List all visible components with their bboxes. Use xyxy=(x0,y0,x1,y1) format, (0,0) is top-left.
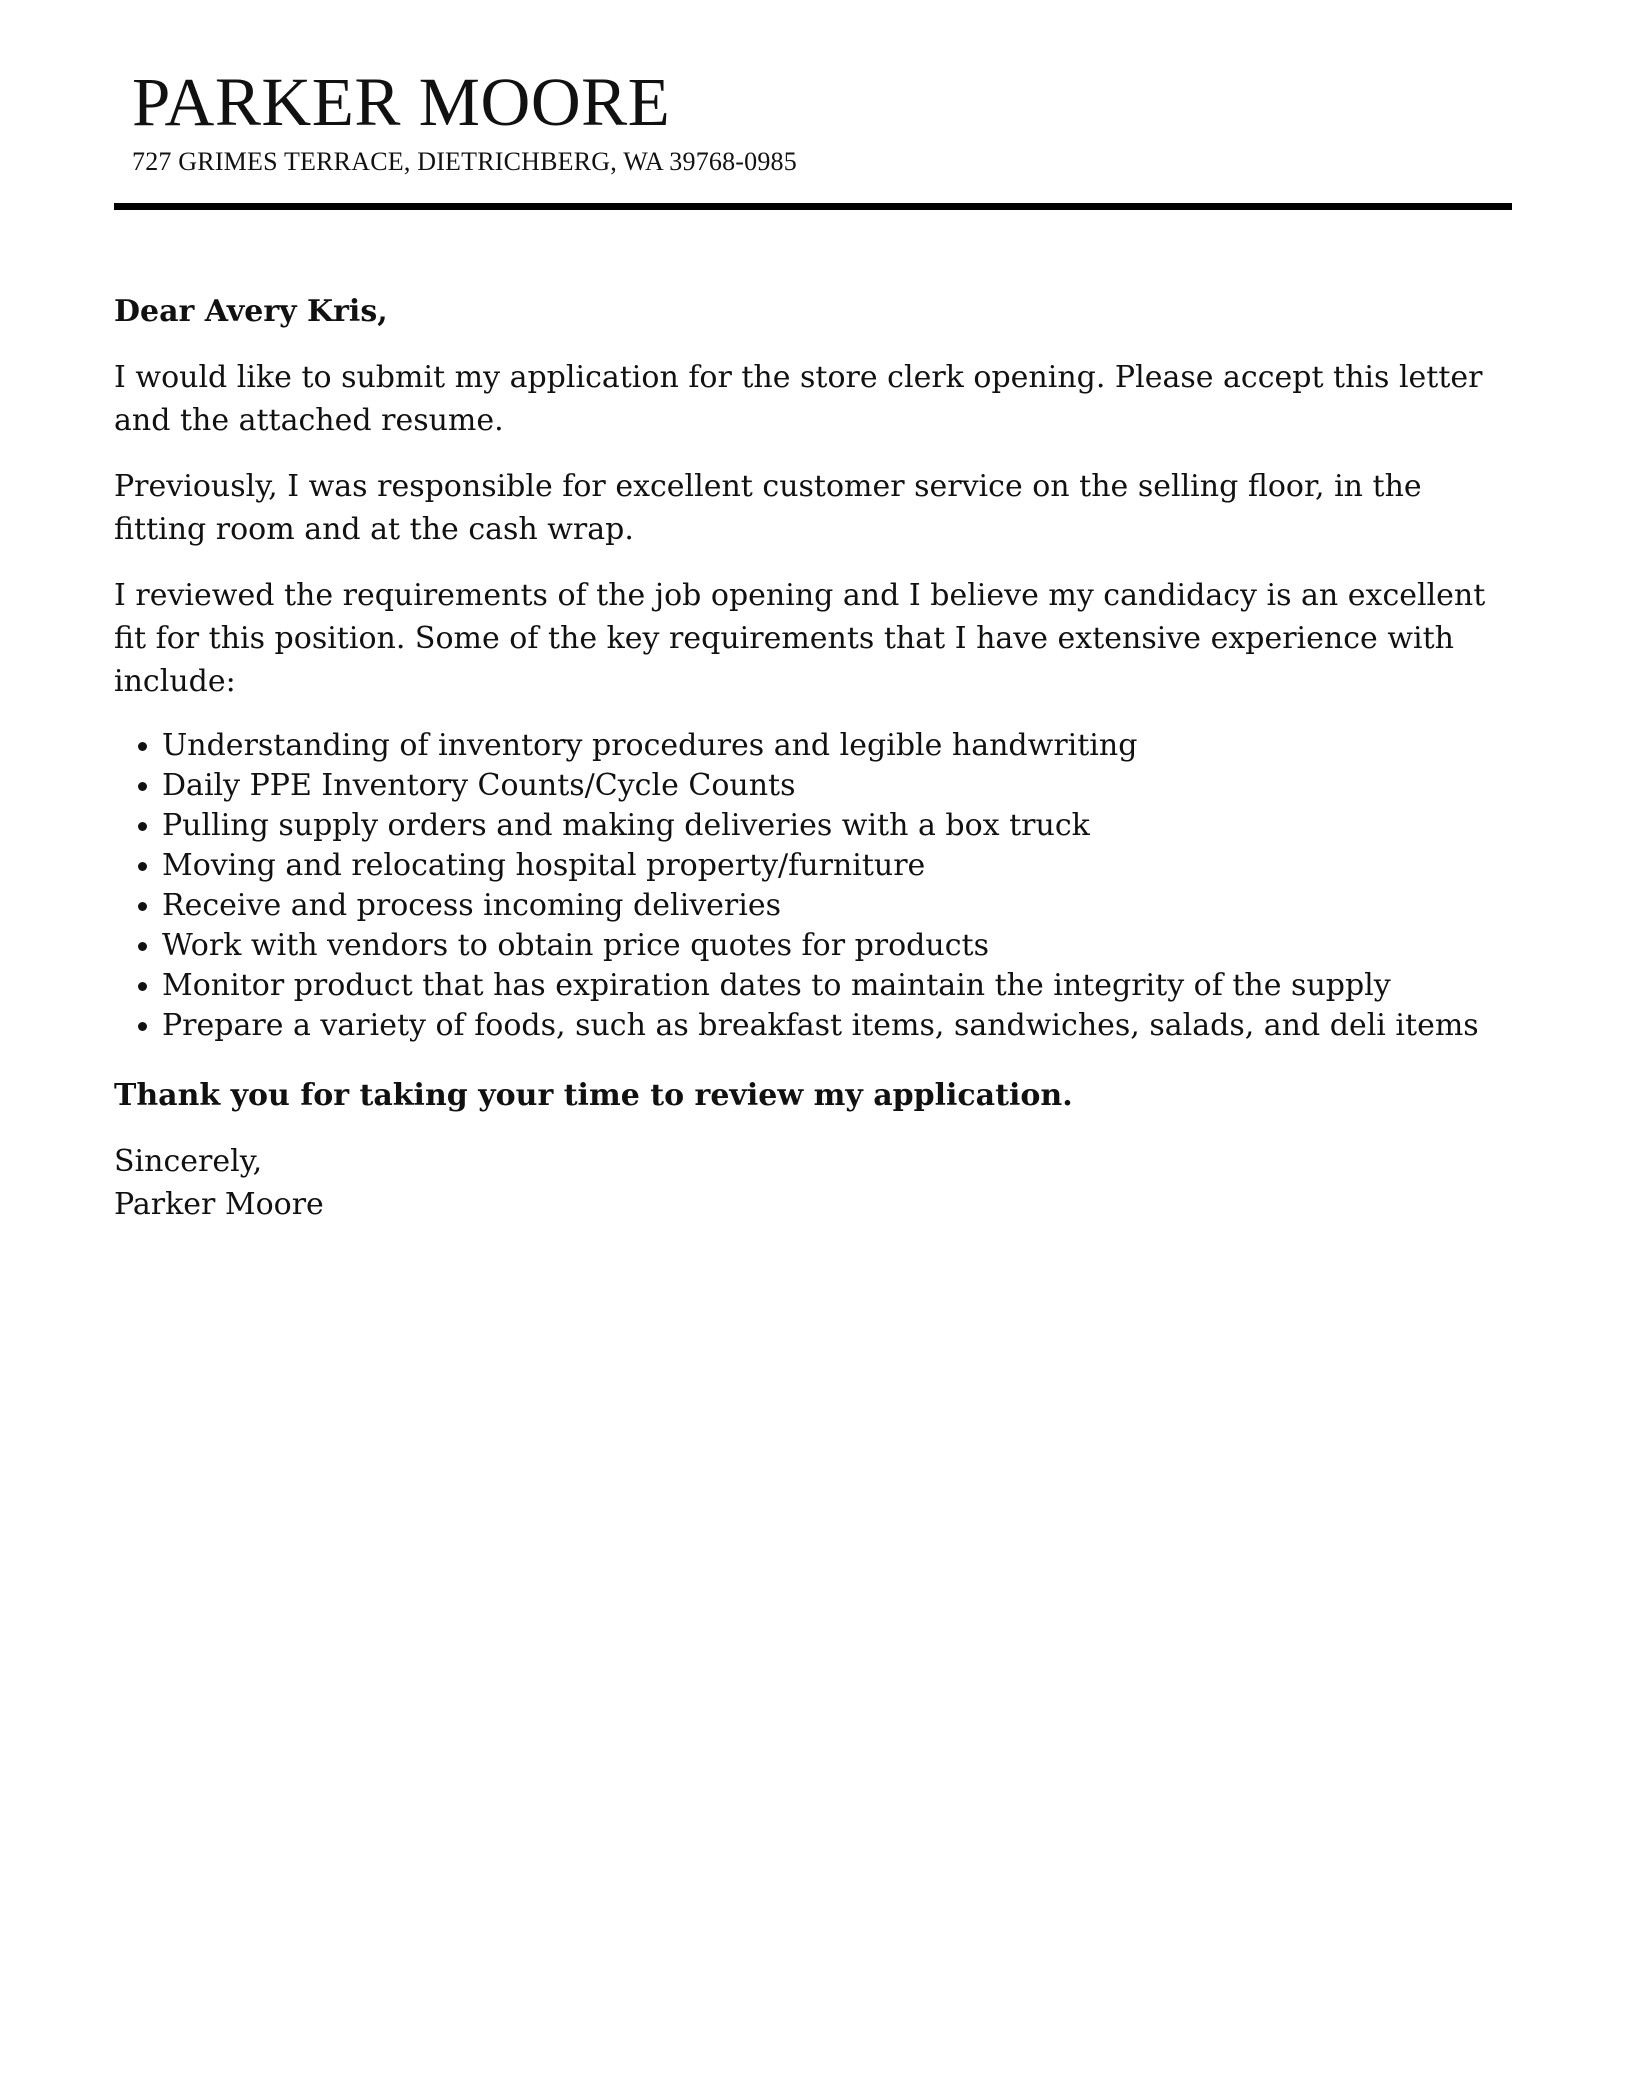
bullet-icon xyxy=(138,1022,147,1031)
requirements-paragraph: I reviewed the requirements of the job opening and I believe my candidacy is an excellent fit for this position. Some of the key requirements that I have extensive experience with include: xyxy=(114,578,1486,699)
list-item-text: Receive and process incoming deliveries xyxy=(162,888,781,923)
letter-body xyxy=(114,290,1514,1226)
applicant-address: 727 GRIMES TERRACE, DIETRICHBERG, WA 39768-0985 xyxy=(132,147,797,176)
salutation: Dear Avery Kris, xyxy=(114,294,388,329)
list-item-text: Daily PPE Inventory Counts/Cycle Counts xyxy=(162,768,796,803)
bullet-icon xyxy=(138,782,147,791)
requirements-list xyxy=(114,726,1514,1046)
bullet-icon xyxy=(138,742,147,751)
bullet-icon xyxy=(138,902,147,911)
applicant-name: PARKER MOORE xyxy=(132,64,671,140)
list-item xyxy=(162,966,1514,1006)
bullet-icon xyxy=(138,982,147,991)
intro-paragraph: I would like to submit my application for the store clerk opening. Please accept this letter and the attached resume. xyxy=(114,360,1483,438)
list-item xyxy=(162,886,1514,926)
list-item-text: Pulling supply orders and making deliveries with a box truck xyxy=(162,808,1090,843)
list-item xyxy=(162,926,1514,966)
list-item-text: Moving and relocating hospital property/furniture xyxy=(162,848,926,883)
letter-header xyxy=(132,64,1512,178)
experience-paragraph: Previously, I was responsible for excellent customer service on the selling floor, in the fitting room and at the cash wrap. xyxy=(114,469,1422,547)
bullet-icon xyxy=(138,862,147,871)
list-item xyxy=(162,806,1514,846)
list-item xyxy=(162,726,1514,766)
signature-name: Parker Moore xyxy=(114,1187,324,1222)
bullet-icon xyxy=(138,822,147,831)
list-item xyxy=(162,846,1514,886)
thank-you-line: Thank you for taking your time to review my application. xyxy=(114,1078,1073,1113)
closing: Sincerely, xyxy=(114,1144,263,1179)
list-item-text: Work with vendors to obtain price quotes for products xyxy=(162,928,989,963)
list-item-text: Prepare a variety of foods, such as breakfast items, sandwiches, salads, and deli items xyxy=(162,1008,1479,1043)
list-item-text: Monitor product that has expiration dates to maintain the integrity of the supply xyxy=(162,968,1391,1003)
header-divider xyxy=(114,203,1512,210)
list-item-text: Understanding of inventory procedures and legible handwriting xyxy=(162,728,1138,763)
list-item xyxy=(162,766,1514,806)
list-item xyxy=(162,1006,1514,1046)
bullet-icon xyxy=(138,942,147,951)
